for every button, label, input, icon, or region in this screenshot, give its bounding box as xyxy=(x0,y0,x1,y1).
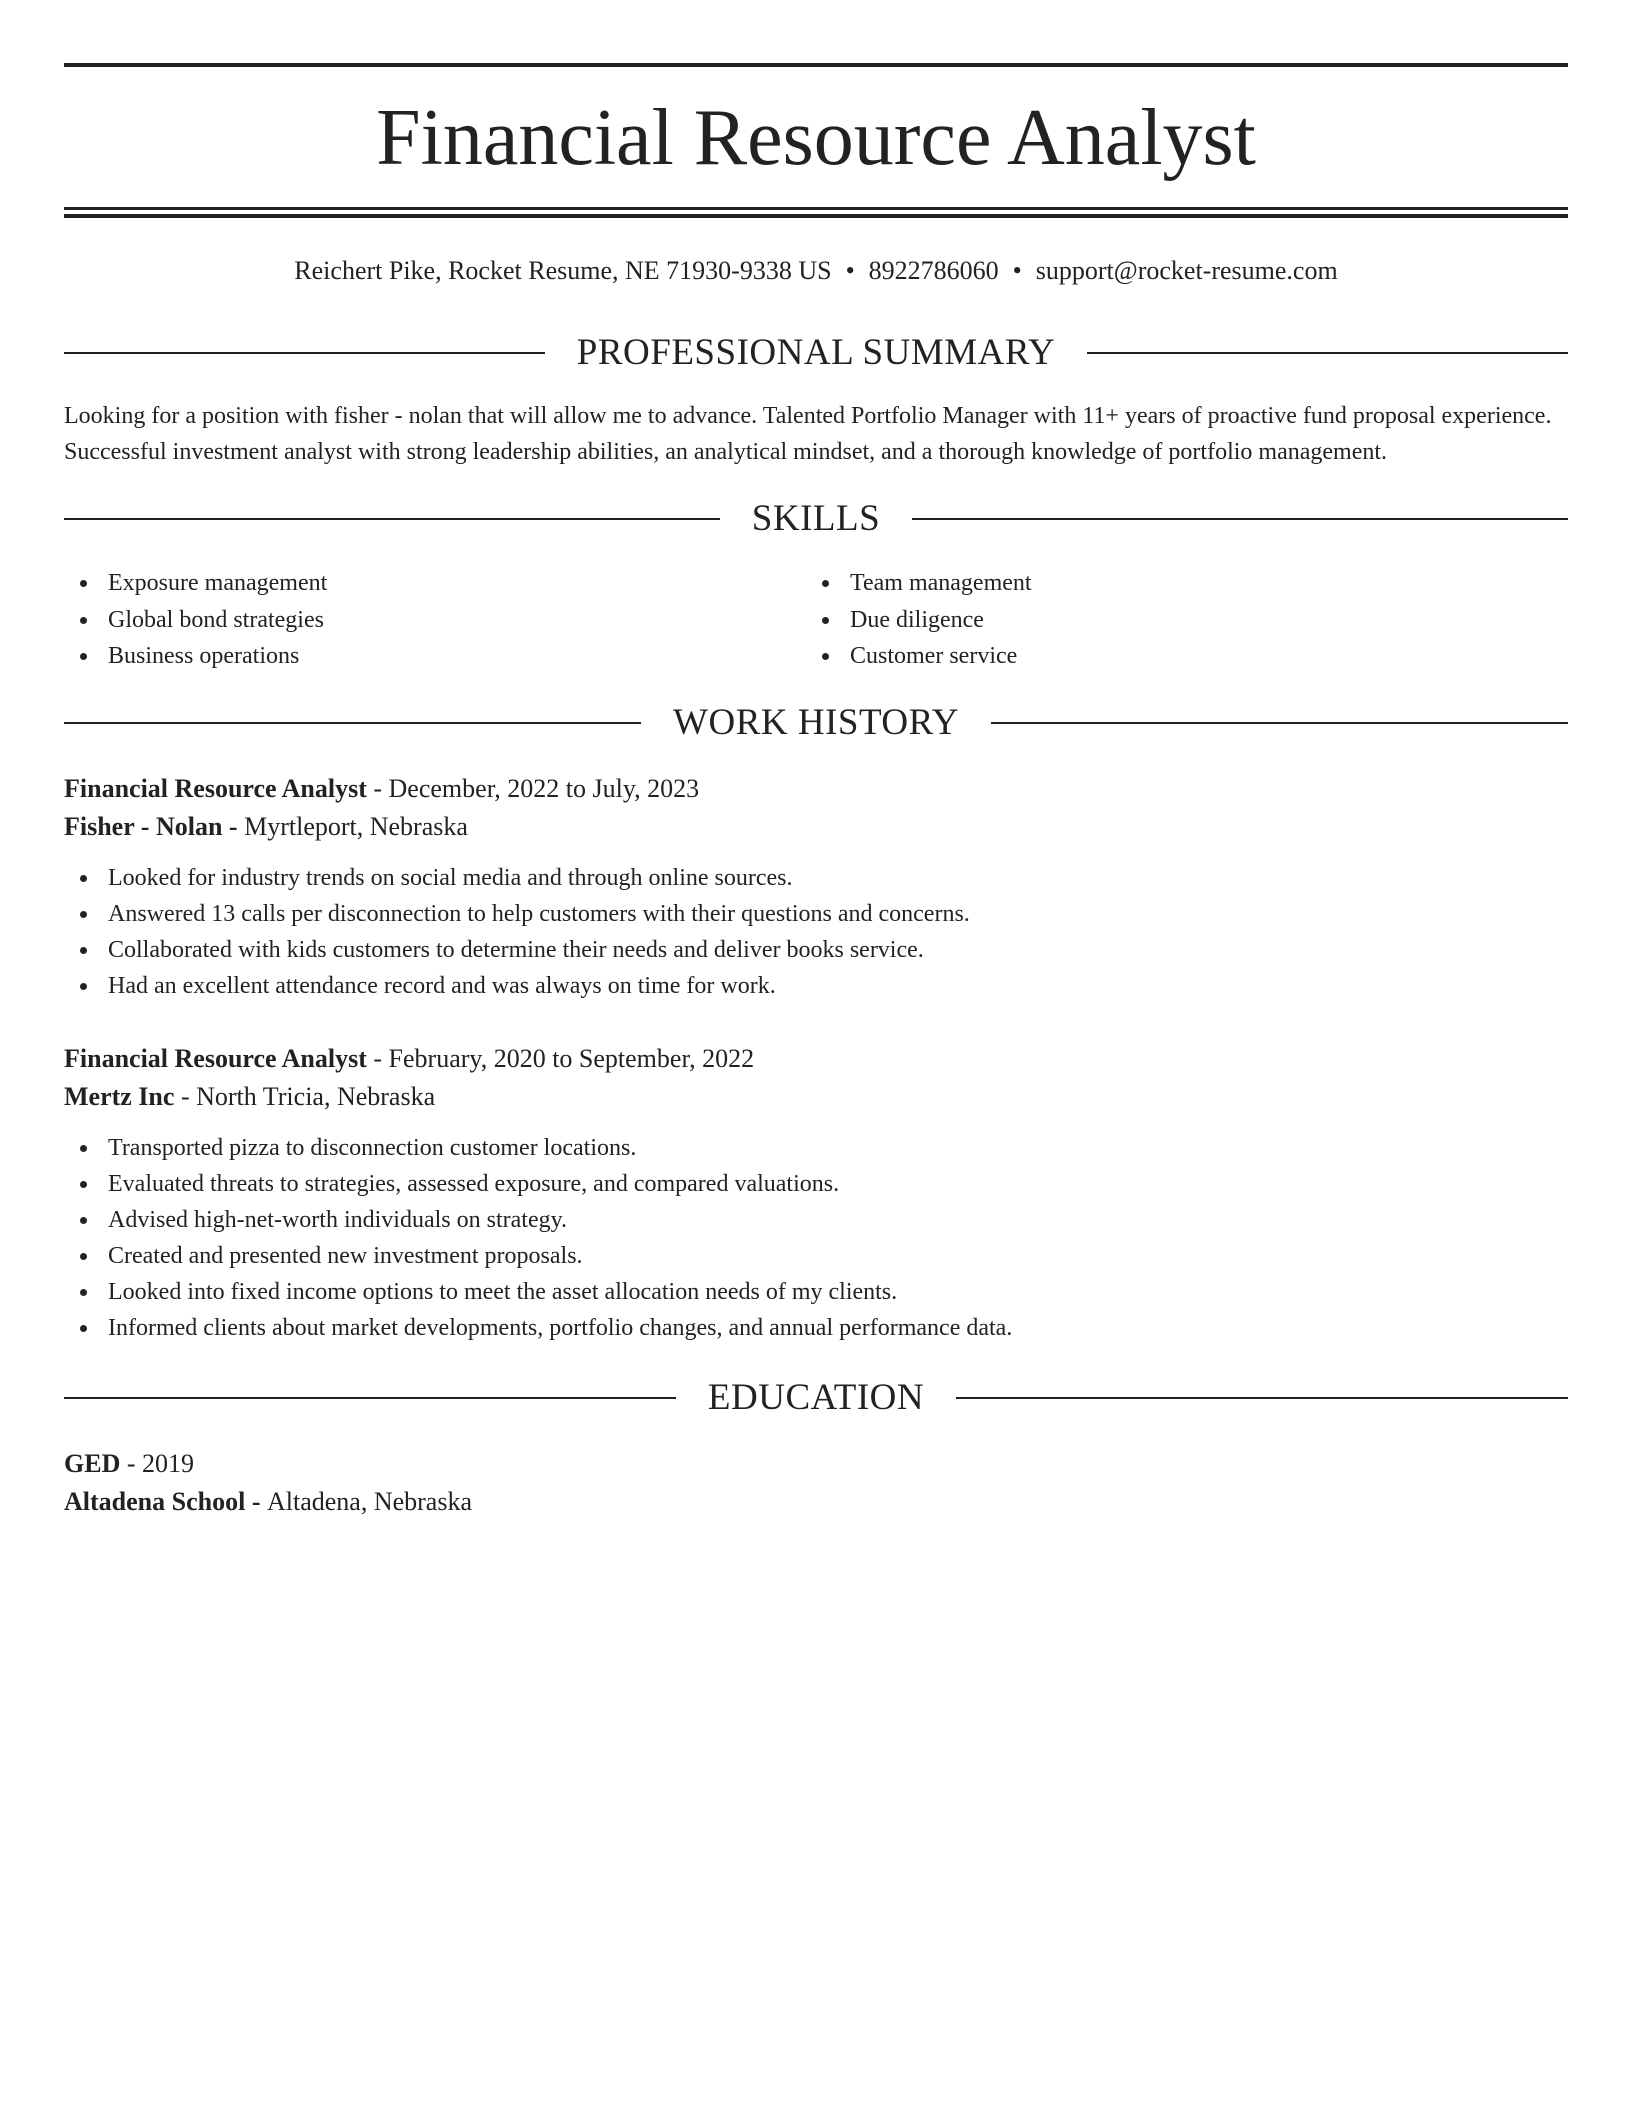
job-company-dash: - xyxy=(222,812,245,841)
header-top-rule xyxy=(64,63,1568,67)
education-section-heading xyxy=(64,1376,1568,1420)
header-double-rule xyxy=(64,207,1568,218)
skill-item: Business operations xyxy=(64,638,806,675)
job-bullets xyxy=(64,1130,1568,1346)
job-title: Financial Resource Analyst xyxy=(64,774,367,803)
education-school-line xyxy=(64,1483,1568,1521)
job-company: Fisher - Nolan xyxy=(64,812,223,841)
skills-column-right xyxy=(806,565,1548,675)
skill-item: Exposure management xyxy=(64,565,806,602)
contact-address: Reichert Pike, Rocket Resume, NE 71930-9338 US xyxy=(294,256,832,285)
summary-section-heading xyxy=(64,331,1568,375)
job-title-line xyxy=(64,770,1568,808)
section-rule-left xyxy=(64,1397,676,1399)
skills-section-heading xyxy=(64,497,1568,541)
job-entry xyxy=(64,1040,1568,1346)
skills-section-title: SKILLS xyxy=(751,498,881,539)
job-company-line xyxy=(64,808,1568,846)
skills-column-left xyxy=(64,565,806,675)
job-bullet: Created and presented new investment proposals. xyxy=(64,1238,1568,1274)
contact-phone: 8922786060 xyxy=(868,256,999,285)
job-entry xyxy=(64,770,1568,1004)
education-section-title: EDUCATION xyxy=(707,1377,925,1418)
job-bullet: Looked into fixed income options to meet the asset allocation needs of my clients. xyxy=(64,1274,1568,1310)
job-bullet: Answered 13 calls per disconnection to help customers with their questions and concerns. xyxy=(64,896,1568,932)
summary-text: Looking for a position with fisher - nolan that will allow me to advance. Talented Portfolio Manager with 11+ years of proactive fund proposal experience. Successful investment analyst with strong leadership abilities, an analytical mindset, and a thorough knowledge of portfolio management. xyxy=(64,403,1552,465)
section-rule-left xyxy=(64,722,641,724)
education-school-dash: - xyxy=(245,1487,267,1516)
section-rule-right xyxy=(956,1397,1568,1399)
education-year: 2019 xyxy=(142,1449,195,1478)
job-company-dash: - xyxy=(174,1082,197,1111)
job-bullet: Looked for industry trends on social media and through online sources. xyxy=(64,860,1568,896)
job-company: Mertz Inc xyxy=(64,1082,175,1111)
job-bullet: Collaborated with kids customers to determine their needs and deliver books service. xyxy=(64,932,1568,968)
work-section-title: WORK HISTORY xyxy=(673,702,959,743)
job-bullet: Advised high-net-worth individuals on strategy. xyxy=(64,1202,1568,1238)
job-dates: February, 2020 to September, 2022 xyxy=(388,1044,755,1073)
job-bullet: Had an excellent attendance record and was always on time for work. xyxy=(64,968,1568,1004)
section-rule-left xyxy=(64,518,720,520)
job-title-dash: - xyxy=(366,1044,389,1073)
job-bullets xyxy=(64,860,1568,1004)
job-title: Financial Resource Analyst xyxy=(64,1044,367,1073)
education-location: Altadena, Nebraska xyxy=(266,1487,473,1516)
job-title-line xyxy=(64,1040,1568,1078)
education-dash: - xyxy=(120,1449,143,1478)
job-company-line xyxy=(64,1078,1568,1116)
skills-list xyxy=(64,565,1568,675)
education-school: Altadena School xyxy=(64,1487,246,1516)
skill-item: Due diligence xyxy=(806,602,1548,639)
section-rule-right xyxy=(991,722,1568,724)
skill-item: Global bond strategies xyxy=(64,602,806,639)
section-rule-right xyxy=(912,518,1568,520)
contact-line xyxy=(64,254,1568,288)
job-bullet: Informed clients about market developments, portfolio changes, and annual performance data. xyxy=(64,1310,1568,1346)
job-location: Myrtleport, Nebraska xyxy=(244,812,468,841)
section-rule-left xyxy=(64,352,545,354)
education-entry xyxy=(64,1445,1568,1521)
skill-item: Team management xyxy=(806,565,1548,602)
job-location: North Tricia, Nebraska xyxy=(196,1082,436,1111)
job-bullet: Transported pizza to disconnection customer locations. xyxy=(64,1130,1568,1166)
section-rule-right xyxy=(1087,352,1568,354)
resume-title: Financial Resource Analyst xyxy=(376,94,1256,182)
contact-email: support@rocket-resume.com xyxy=(1035,256,1338,285)
education-degree: GED xyxy=(64,1449,121,1478)
summary-section-title: PROFESSIONAL SUMMARY xyxy=(576,332,1056,373)
job-dates: December, 2022 to July, 2023 xyxy=(388,774,700,803)
work-section-heading xyxy=(64,701,1568,745)
job-bullet: Evaluated threats to strategies, assessed exposure, and compared valuations. xyxy=(64,1166,1568,1202)
contact-separator: • xyxy=(1012,256,1022,285)
contact-separator: • xyxy=(845,256,855,285)
education-degree-line xyxy=(64,1445,1568,1483)
job-title-dash: - xyxy=(366,774,389,803)
skill-item: Customer service xyxy=(806,638,1548,675)
